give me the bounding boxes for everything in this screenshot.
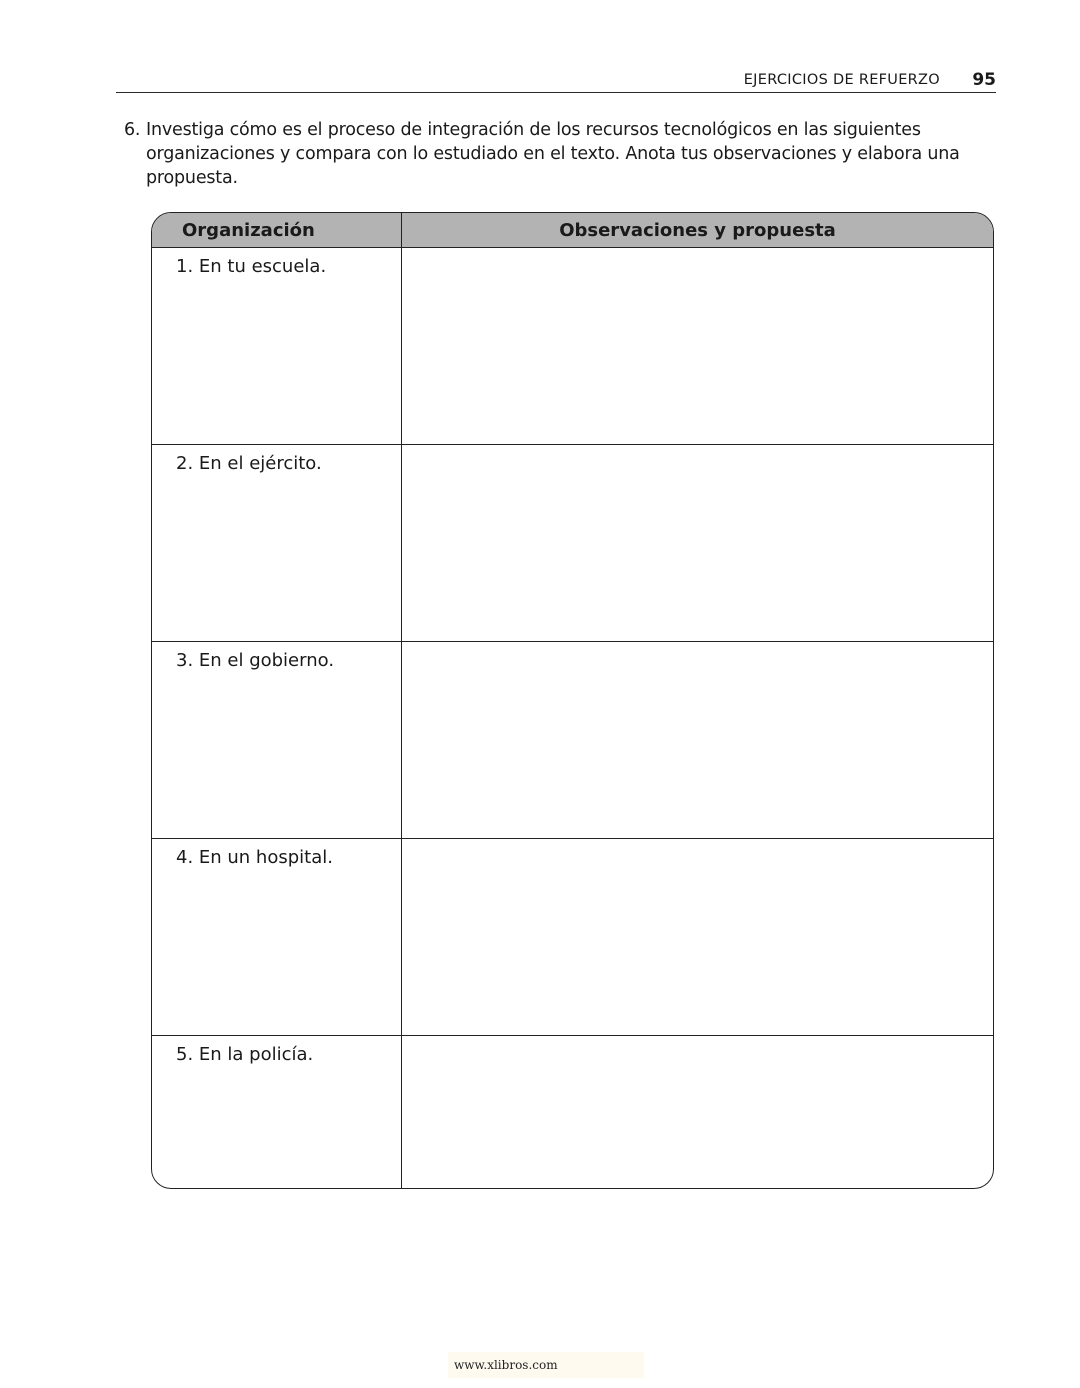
section-title: EJERCICIOS DE REFUERZO	[743, 72, 940, 88]
organization-cell: 1. En tu escuela.	[152, 248, 402, 445]
exercise-number: 6.	[124, 120, 141, 140]
observations-cell[interactable]	[402, 445, 994, 642]
table-row	[152, 248, 993, 445]
table-row	[152, 642, 993, 839]
organization-cell: 5. En la policía.	[152, 1036, 402, 1190]
table-row	[152, 1036, 993, 1190]
observations-cell[interactable]	[402, 642, 994, 839]
observations-cell[interactable]	[402, 1036, 994, 1190]
exercise-instruction	[124, 118, 1004, 190]
running-header	[116, 70, 996, 93]
page-number: 95	[972, 70, 996, 90]
organizations-table	[152, 213, 993, 1189]
observations-cell[interactable]	[402, 839, 994, 1036]
exercise-text: Investiga cómo es el proceso de integración de los recursos tecnológicos en las siguientes organizaciones y compara con lo estudiado en el texto. Anota tus observaciones y elabora una propuesta.	[146, 120, 960, 188]
observations-cell[interactable]	[402, 248, 994, 445]
table-row	[152, 445, 993, 642]
organization-cell: 2. En el ejército.	[152, 445, 402, 642]
table-row	[152, 839, 993, 1036]
organizations-table-frame	[151, 212, 994, 1189]
column-header-organization: Organización	[152, 213, 402, 248]
column-header-observations: Observaciones y propuesta	[402, 213, 994, 248]
footer-url: www.xlibros.com	[448, 1352, 644, 1378]
organization-cell: 3. En el gobierno.	[152, 642, 402, 839]
organization-cell: 4. En un hospital.	[152, 839, 402, 1036]
table-header-row	[152, 213, 993, 248]
